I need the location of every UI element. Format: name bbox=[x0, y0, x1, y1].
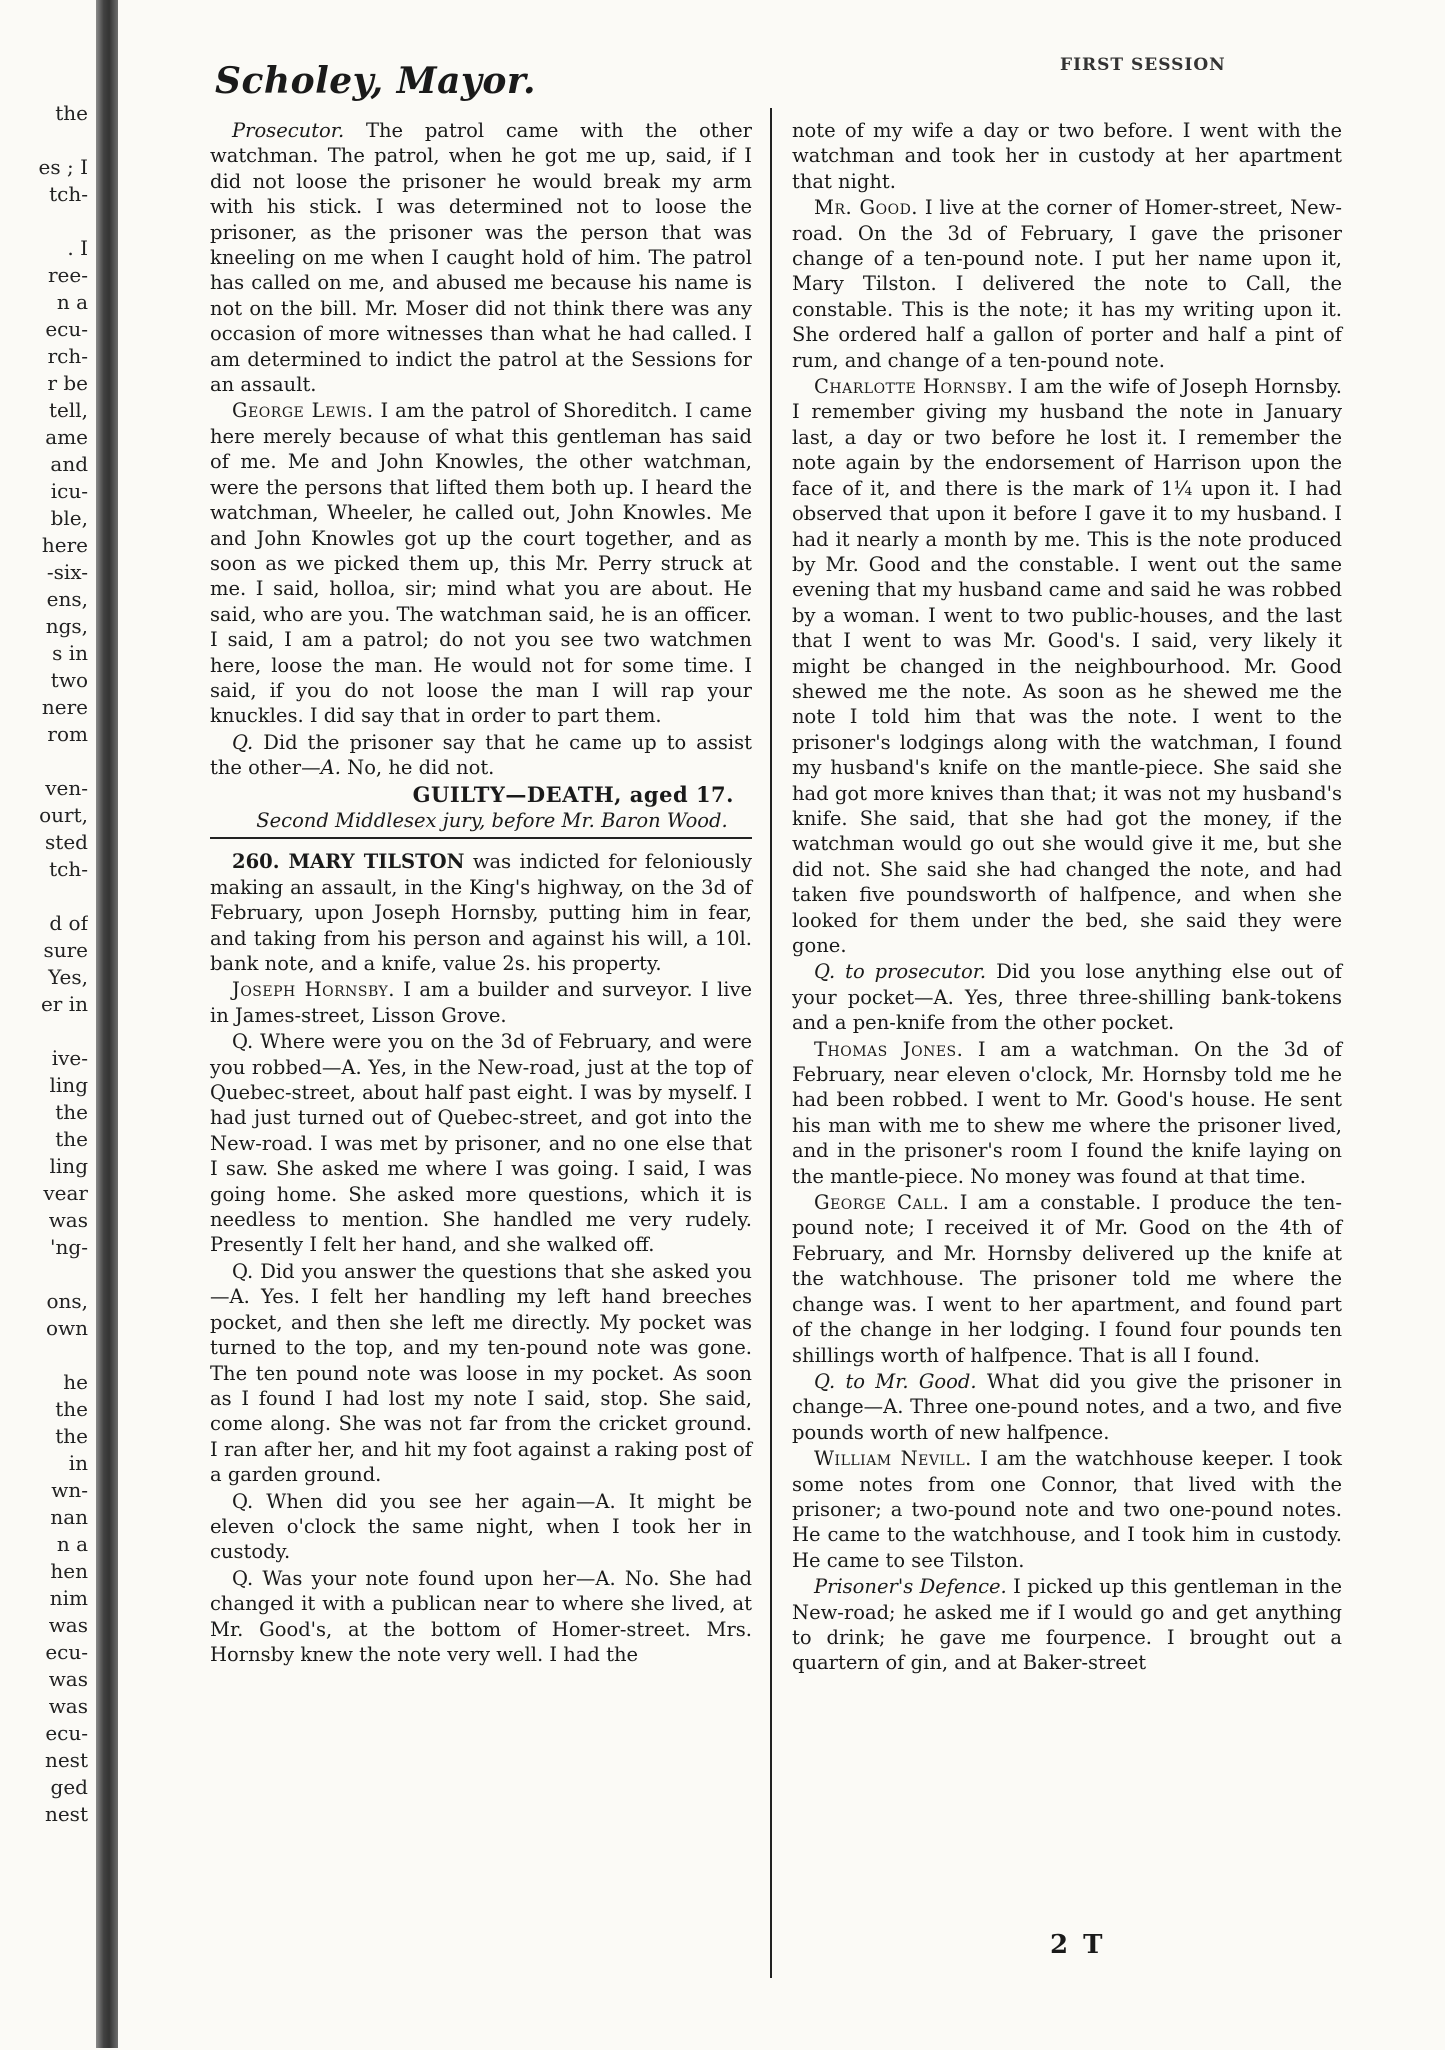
paragraph-text: I picked up this gentleman in the New-road; he asked me if I would go and get anything to drink; he gave me fourpence. I brought out a quartern of gin, and at Baker-street bbox=[792, 1575, 1343, 1675]
case-text: was indicted for feloniously making an assault, in the King's highway, on the 3d of February, upon Joseph Hornsby, putting him in fear, and taking from his person and against his will, a 10l. bank note, and a knife, value 2s. his property. bbox=[210, 850, 752, 975]
witness-name: George Call. bbox=[814, 1191, 950, 1215]
witness-name: Charlotte Hornsby. bbox=[814, 375, 1014, 399]
paragraph bbox=[792, 374, 1342, 958]
witness-name: George Lewis. bbox=[232, 399, 374, 423]
answer-marker: A. bbox=[320, 756, 341, 780]
paragraph: Q. When did you see her again—A. It might be eleven o'clock the same night, when I took her in custody. bbox=[210, 1489, 752, 1564]
paragraph bbox=[210, 118, 752, 397]
witness-name: Thomas Jones. bbox=[814, 1037, 964, 1061]
previous-page-margin-text: the es ; I tch- . I ree- n a ecu- rch- r be tell, ame and icu- ble, here -six- ens, ngs, s in two nere rom ven- ourt, sted tch- d of sure Yes, er in ive- ling the the ling vear was 'ng- ons, own he the the in wn- nan n a hen nim was ecu- was was ecu- nest ged nest bbox=[38, 101, 88, 1826]
column-divider bbox=[770, 108, 772, 1978]
paragraph-text: The patrol came with the other watchman. The patrol, when he got me up, said, if I did not loose the prisoner he would break my arm with his stick. I was determined not to loose the prisoner, as the prisoner was the person that was kneeling on me when I caught hold of him. The patrol has called on me, and abused me because his name is not on the bill. Mr. Moser did not think there was any occasion of more witnesses than what he had called. I am determined to indict the patrol at the Sessions for an assault. bbox=[210, 119, 752, 397]
paragraph-text: I am the watchhouse keeper. I took some notes from one Connor, that lived with the prisoner; a two-pound note and two one-pound notes. He came to the watchhouse, and I took him in custody. He came to see Tilston. bbox=[792, 1447, 1342, 1572]
paragraph-text: Did you lose anything else out of your pocket—A. Yes, three three-shilling bank-tokens and a pen-knife from the other pocket. bbox=[792, 960, 1342, 1035]
paragraph: Q. Did you answer the questions that she asked you—A. Yes. I felt her handling my left hand breeches pocket, and then she left me directly. My pocket was turned to the top, and my ten-pound note was gone. The ten pound note was loose in my pocket. As soon as I found I had lost my note I said, stop. She said, come along. She was not far from the cricket ground. I ran after her, and hit my foot against a raking post of a garden ground. bbox=[210, 1259, 752, 1487]
question-marker: Q. to prosecutor. bbox=[814, 960, 987, 984]
witness-name: William Nevill. bbox=[814, 1447, 972, 1471]
question-marker: Q. bbox=[232, 730, 254, 754]
section-rule bbox=[210, 837, 752, 839]
speaker-label: Prosecutor. bbox=[232, 119, 345, 142]
paragraph bbox=[210, 977, 752, 1028]
paragraph bbox=[792, 1037, 1342, 1189]
running-header-left: Scholey, Mayor. bbox=[215, 60, 537, 102]
paragraph-text: I live at the corner of Homer-street, New-road. On the 3d of February, I gave the prisoner change of a ten-pound note. I put her name upon it, Mary Tilston. I delivered the note to Call, the constable. This is the note; it has my writing upon it. She ordered half a gallon of porter and half a pint of rum, and change of a ten-pound note. bbox=[792, 196, 1342, 372]
running-header-right: FIRST SESSION bbox=[1060, 55, 1226, 75]
paragraph: note of my wife a day or two before. I went with the watchman and took her in custody at her apartment that night. bbox=[792, 119, 1342, 193]
left-column bbox=[210, 118, 752, 1668]
verdict: GUILTY—DEATH, aged 17. bbox=[412, 781, 734, 807]
speaker-label: Prisoner's Defence. bbox=[814, 1575, 1007, 1599]
witness-name: Mr. Good. bbox=[814, 196, 918, 220]
case-number: 260. MARY TILSTON bbox=[232, 850, 465, 874]
signature-mark: 2 T bbox=[1050, 1930, 1106, 1960]
paragraph bbox=[792, 195, 1342, 373]
paragraph bbox=[792, 1190, 1342, 1368]
paragraph-text: I am the patrol of Shoreditch. I came here merely because of what this gentleman has said of me. Me and John Knowles, the other watchman, were the persons that lifted them both up. I heard the watchman, Wheeler, he called out, John Knowles. Me and John Knowles got up the court together, and as soon as we picked them up, this Mr. Perry struck at me. I said, holloa, sir; mind what you are about. He said, who are you. The watchman said, he is an officer. I said, I am a patrol; do not you see two watchmen here, loose the man. He would not for some time. I said, if you do not loose the man I will rap your knuckles. I did say that in order to part them. bbox=[210, 399, 752, 728]
paragraph-text: What did you give the prisoner in change—A. Three one-pound notes, and a two, and five pounds worth of new halfpence. bbox=[792, 1369, 1342, 1444]
paragraph-text: I am a builder and surveyor. I live in James-street, Lisson Grove. bbox=[210, 978, 753, 1027]
paragraph bbox=[210, 398, 752, 728]
paragraph bbox=[792, 1369, 1342, 1445]
paragraph-text: Did the prisoner say that he came up to assist the other— bbox=[210, 730, 752, 780]
witness-name: Joseph Hornsby. bbox=[232, 978, 395, 1002]
paragraph bbox=[210, 730, 752, 781]
paragraph-text: I am the wife of Joseph Hornsby. I remember giving my husband the note in January last, a day or two before he lost it. I remember the note again by the endorsement of Harrison upon the face of it, and there is the mark of 1¼ upon it. I had observed that upon it before I gave it to my husband. I had it nearly a month by me. This is the note produced by Mr. Good and the constable. I went out the same evening that my husband came and said he was robbed by a woman. I went to two public-houses, and the last that I went to was Mr. Good's. I said, very likely it might be changed in the neighbourhood. Mr. Good shewed me the note. As soon as he shewed me the note I told him that was the note. I went to the prisoner's lodgings along with the watchman, I found my husband's knife on the mantle-piece. She said she had got more knives than that; it was not my husband's knife. She said, that she had got the money, if the watchman would go out she would give it me, but she did not. She said she had changed the note, and had taken five poundsworth of halfpence, and when she looked for them under the bed, she said they were gone. bbox=[792, 375, 1342, 957]
binding-shadow bbox=[96, 0, 118, 2048]
paragraph: Q. Was your note found upon her—A. No. She had changed it with a publican near to where she lived, at Mr. Good's, at the bottom of Homer-street. Mrs. Hornsby knew the note very well. I had the bbox=[210, 1566, 752, 1666]
jury-line: Second Middlesex jury, before Mr. Baron Wood. bbox=[256, 808, 728, 832]
paragraph-text: I am a constable. I produce the ten-pound note; I received it of Mr. Good on the 4th of February, and Mr. Hornsby delivered up the knife at the watchhouse. The prisoner told me where the change was. I went to her apartment, and found part of the change in her lodging. I found four pounds ten shillings worth of halfpence. That is all I found. bbox=[792, 1191, 1342, 1367]
paragraph bbox=[792, 959, 1342, 1035]
paragraph bbox=[792, 1446, 1342, 1573]
question-marker: Q. to Mr. Good. bbox=[814, 1369, 977, 1393]
paragraph-text: I am a watchman. On the 3d of February, near eleven o'clock, Mr. Hornsby told me he had been robbed. I went to Mr. Good's house. He sent his man with me to shew me where the prisoner lived, and in the prisoner's room I found the knife laying on the mantle-piece. No money was found at that time. bbox=[792, 1037, 1343, 1188]
case-heading bbox=[210, 849, 752, 976]
paragraph-text: No, he did not. bbox=[347, 756, 495, 780]
paragraph: Q. Where were you on the 3d of February, and were you robbed—A. Yes, in the New-road, just at the top of Quebec-street, about half past eight. I was by myself. I had just turned out of Quebec-street, and got into the New-road. I was met by prisoner, and no one else that I saw. She asked me where I was going. I said, I was going home. She asked more questions, which it is needless to mention. She handled me very rudely. Presently I felt her hand, and she walked off. bbox=[210, 1030, 752, 1257]
right-column bbox=[792, 118, 1342, 1677]
paragraph bbox=[792, 1574, 1342, 1676]
